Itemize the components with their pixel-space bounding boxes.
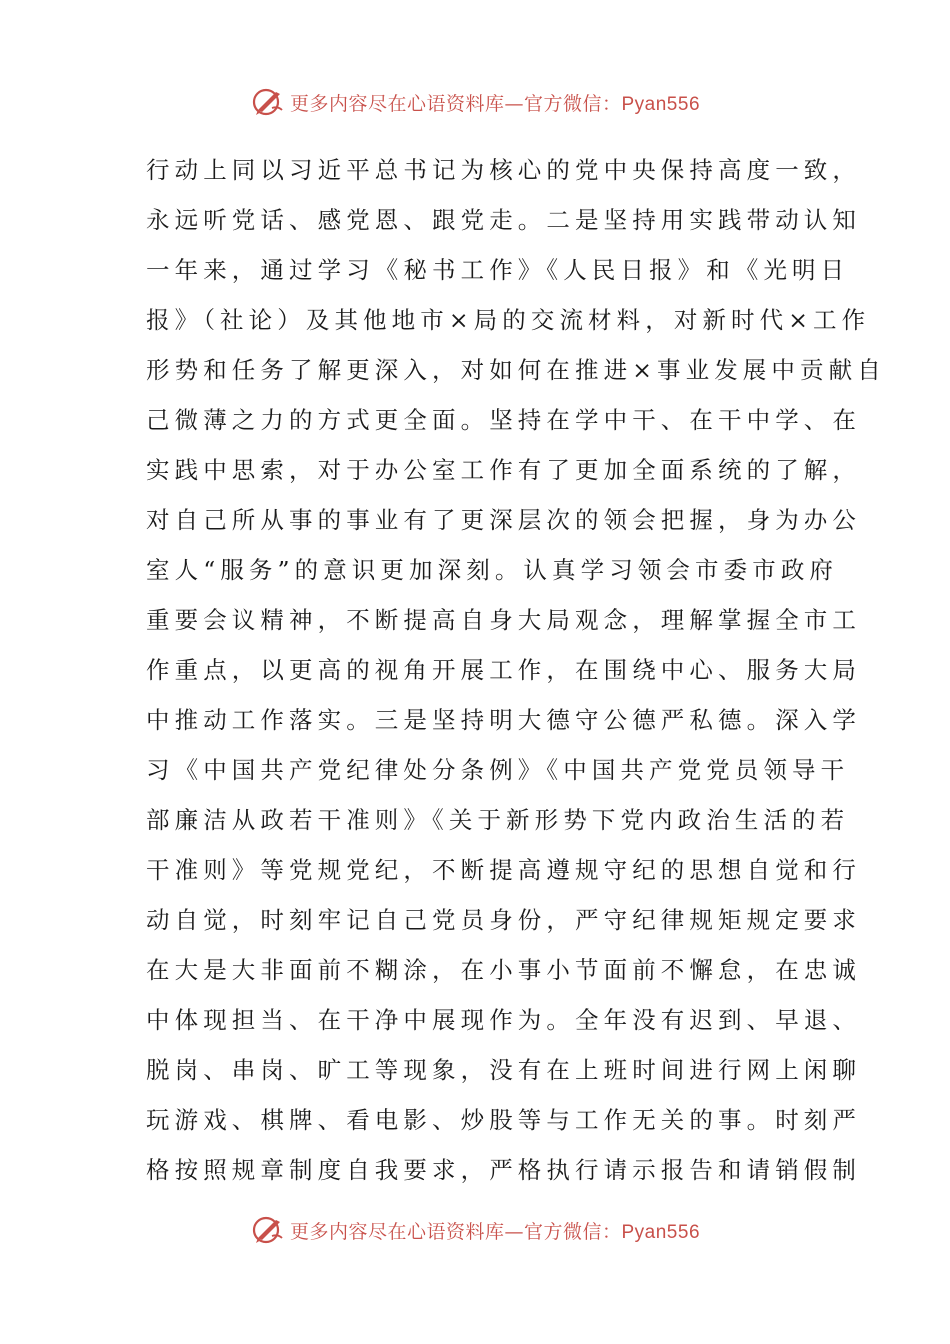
header-banner-text — [290, 89, 700, 116]
text-line-4: 报》（社论）及其他地市×局的交流材料，对新时代×工作 — [146, 306, 871, 334]
header-banner — [0, 82, 950, 122]
text-line-15: 干准则》等党规党纪，不断提高遵规守纪的思想自觉和行 — [146, 856, 861, 884]
text-line-10: 重要会议精神，不断提高自身大局观念，理解掌握全市工 — [146, 606, 861, 634]
header-wechat-id: Pyan556 — [621, 93, 701, 115]
footer-banner-text — [290, 1217, 700, 1244]
pen-logo-icon — [250, 84, 286, 120]
text-line-19: 脱岗、串岗、旷工等现象，没有在上班时间进行网上闲聊 — [146, 1056, 861, 1084]
footer-wechat-id: Pyan556 — [621, 1221, 701, 1243]
pen-logo-icon — [250, 1212, 286, 1248]
text-line-21: 格按照规章制度自我要求，严格执行请示报告和请销假制 — [146, 1156, 861, 1184]
text-line-1: 行动上同以习近平总书记为核心的党中央保持高度一致， — [146, 156, 861, 184]
text-line-13: 习《中国共产党纪律处分条例》《中国共产党党员领导干 — [146, 756, 850, 784]
text-line-16: 动自觉，时刻牢记自己党员身份，严守纪律规矩规定要求 — [146, 906, 861, 934]
text-line-6: 己微薄之力的方式更全面。坚持在学中干、在干中学、在 — [146, 406, 861, 434]
text-line-2: 永远听党话、感党恩、跟党走。二是坚持用实践带动认知 — [146, 206, 861, 234]
text-line-9: 室人“服务”的意识更加深刻。认真学习领会市委市政府 — [146, 556, 839, 584]
text-line-12: 中推动工作落实。三是坚持明大德守公德严私德。深入学 — [146, 706, 861, 734]
footer-banner — [0, 1210, 950, 1250]
header-banner-label: 更多内容尽在心语资料库—官方微信： — [289, 92, 622, 115]
text-line-17: 在大是大非面前不糊涂，在小事小节面前不懈怠，在忠诚 — [146, 956, 861, 984]
text-line-5: 形势和任务了解更深入，对如何在推进×事业发展中贡献自 — [146, 356, 886, 384]
document-body — [146, 145, 886, 1195]
text-line-18: 中体现担当、在干净中展现作为。全年没有迟到、早退、 — [146, 1006, 861, 1034]
text-line-20: 玩游戏、棋牌、看电影、炒股等与工作无关的事。时刻严 — [146, 1106, 861, 1134]
text-line-8: 对自己所从事的事业有了更深层次的领会把握，身为办公 — [146, 506, 861, 534]
text-line-11: 作重点，以更高的视角开展工作，在围绕中心、服务大局 — [146, 656, 861, 684]
text-line-3: 一年来，通过学习《秘书工作》《人民日报》和《光明日 — [146, 256, 850, 284]
footer-banner-label: 更多内容尽在心语资料库—官方微信： — [289, 1220, 622, 1243]
text-line-14: 部廉洁从政若干准则》《关于新形势下党内政治生活的若 — [146, 806, 850, 834]
text-line-7: 实践中思索，对于办公室工作有了更加全面系统的了解， — [146, 456, 861, 484]
